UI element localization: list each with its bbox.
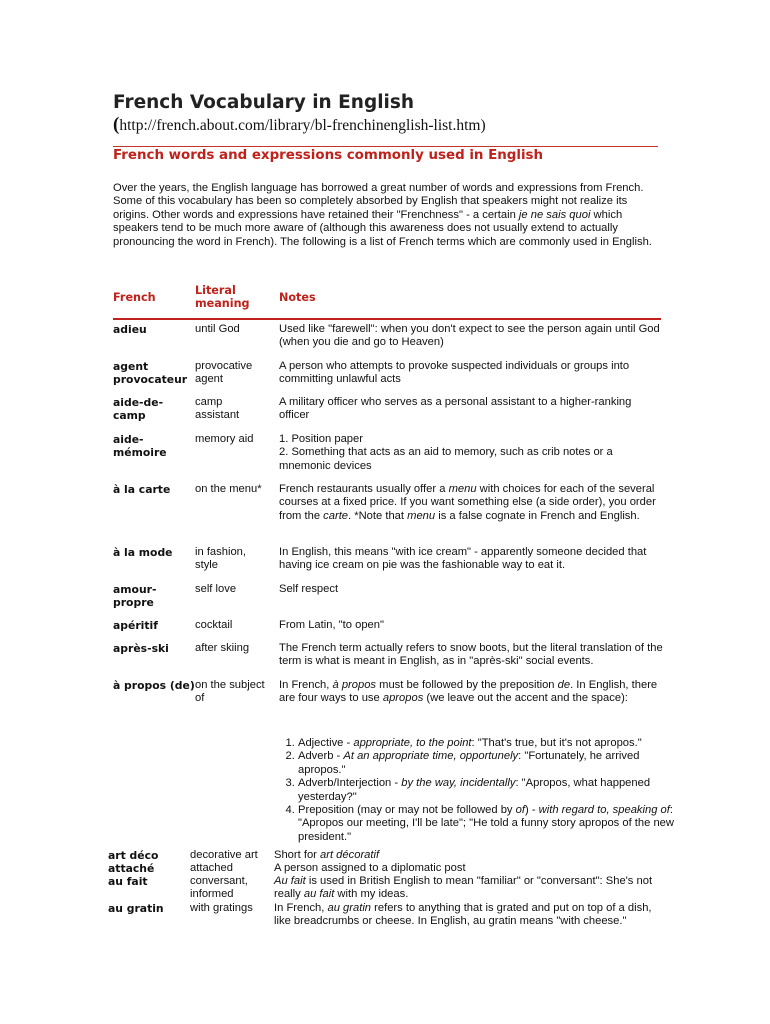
note-text: with choices for each of the several courses at a fixed price. If you want something else (a side order), you order from the bbox=[279, 483, 656, 522]
note-italic: à propos bbox=[332, 679, 377, 691]
term-apres-ski: après-ski bbox=[113, 642, 169, 655]
note-text: Short for bbox=[274, 849, 321, 861]
term-au-gratin: au gratin bbox=[108, 902, 164, 915]
use-italic: speaking of bbox=[612, 804, 670, 817]
use-italic: , bbox=[606, 804, 613, 817]
literal-line: provocative bbox=[195, 360, 253, 372]
literal-a-la-mode bbox=[195, 546, 246, 573]
literal-apres-ski: after skiing bbox=[195, 642, 250, 654]
header-rule bbox=[113, 318, 661, 320]
note-art-deco bbox=[274, 849, 664, 862]
page-title: French Vocabulary in English bbox=[113, 92, 415, 113]
literal-line: assistant bbox=[195, 409, 240, 422]
literal-aperitif: cocktail bbox=[195, 619, 233, 631]
term-art-deco: art déco bbox=[108, 849, 159, 862]
term-a-la-mode: à la mode bbox=[113, 546, 173, 559]
literal-line: conversant, bbox=[190, 875, 248, 887]
term-adieu: adieu bbox=[113, 323, 147, 336]
use-italic: incidentally bbox=[460, 777, 516, 790]
term-attache: attaché bbox=[108, 862, 155, 875]
literal-line: informed bbox=[190, 888, 234, 901]
term-line: aide- bbox=[113, 433, 144, 446]
term-aide-de-camp bbox=[113, 396, 163, 423]
term-agent-provocateur bbox=[113, 360, 187, 387]
note-text: (we leave out the accent and the space): bbox=[423, 692, 628, 705]
apropos-uses-list bbox=[279, 737, 683, 844]
term-a-la-carte: à la carte bbox=[113, 483, 171, 496]
literal-art-deco: decorative art bbox=[190, 849, 258, 861]
note-text: refers to anything that is grated and put on top of a dish, like breadcrumbs or cheese. In English, au gratin means "with cheese." bbox=[274, 902, 652, 928]
note-au-fait bbox=[274, 875, 664, 902]
header-literal-line1: Literal bbox=[195, 284, 236, 297]
term-aperitif: apéritif bbox=[113, 619, 158, 632]
use-italic: by the way bbox=[401, 777, 454, 790]
use-text: : "Apropos our meeting, I'll be late"; "He told a funny story apropos of the new president." bbox=[298, 804, 674, 843]
use-italic: with regard to bbox=[538, 804, 607, 817]
note-apres-ski: The French term actually refers to snow boots, but the literal translation of the term is what is meant in English, as in "après-ski" social events. bbox=[279, 642, 663, 668]
note-text: is a false cognate in French and English. bbox=[435, 509, 640, 522]
note-aide-memoire bbox=[279, 433, 664, 473]
term-line: propre bbox=[113, 596, 154, 610]
note-a-la-mode: In English, this means "with ice cream" - apparently someone decided that having ice cream on pie was the fashionable way to eat it. bbox=[279, 546, 647, 572]
use-text: Adjective - bbox=[298, 737, 354, 749]
note-agent-provocateur: A person who attempts to provoke suspected individuals or groups into committing unlawful acts bbox=[279, 360, 630, 386]
note-italic: de bbox=[557, 679, 571, 691]
use-italic: , bbox=[453, 777, 461, 790]
use-text: Adverb - bbox=[298, 750, 344, 763]
note-text: . In English, there are four ways to use bbox=[279, 679, 658, 705]
term-line: aide-de- bbox=[113, 396, 164, 409]
note-aperitif: From Latin, "to open" bbox=[279, 619, 384, 631]
list-item bbox=[298, 804, 683, 844]
literal-au-gratin: with gratings bbox=[190, 902, 253, 914]
use-text: : "Apropos, what happened yesterday?" bbox=[298, 777, 651, 803]
term-amour-propre bbox=[113, 583, 156, 610]
source-open-paren: ( bbox=[113, 114, 120, 135]
use-text: : "Fortunately, he arrived apropos." bbox=[298, 750, 640, 776]
term-a-propos: à propos (de) bbox=[113, 679, 195, 692]
literal-adieu: until God bbox=[195, 323, 240, 335]
use-text: ) - bbox=[524, 804, 539, 817]
use-italic: opportunely bbox=[459, 750, 519, 763]
literal-aide-de-camp bbox=[195, 396, 239, 423]
header-literal-line2: meaning bbox=[195, 297, 250, 310]
literal-line: agent bbox=[195, 373, 223, 386]
literal-line: camp bbox=[195, 396, 223, 408]
source-link[interactable]: http://french.about.com/library/bl-frenchinenglish-list.htm) bbox=[119, 117, 486, 134]
term-au-fait: au fait bbox=[108, 875, 148, 888]
note-aide-de-camp: A military officer who serves as a personal assistant to a higher-ranking officer bbox=[279, 396, 632, 422]
literal-agent-provocateur bbox=[195, 360, 252, 387]
intro-text-1: Over the years, the English language has borrowed a great number of words and expressions from French. Some of this vocabulary has been so completely absorbed by English that speakers might not realize its origins. Other words and expressions have retained their "Frenchness" - a certain bbox=[113, 182, 644, 221]
note-text: In French, bbox=[279, 679, 333, 691]
note-a-propos bbox=[279, 679, 664, 706]
note-italic: art décoratif bbox=[320, 849, 380, 861]
note-line: 2. Something that acts as an aid to memory, such as crib notes or a mnemonic devices bbox=[279, 446, 613, 472]
note-text: must be followed by the preposition bbox=[376, 679, 558, 691]
use-italic: , bbox=[453, 750, 460, 763]
header-french: French bbox=[113, 291, 156, 304]
header-literal bbox=[195, 284, 250, 310]
term-line: provocateur bbox=[113, 373, 188, 387]
note-text: In French, bbox=[274, 902, 328, 914]
note-italic: au gratin bbox=[327, 902, 372, 914]
section-heading: French words and expressions commonly used in English bbox=[113, 148, 544, 163]
use-italic: of bbox=[515, 804, 525, 817]
literal-line: style bbox=[195, 559, 219, 572]
note-line: 1. Position paper bbox=[279, 433, 363, 445]
use-text: Preposition (may or may not be followed by bbox=[298, 804, 516, 817]
literal-au-fait bbox=[190, 875, 248, 902]
term-line: amour- bbox=[113, 583, 157, 596]
note-adieu: Used like "farewell": when you don't expect to see the person again until God (when you die and go to Heaven) bbox=[279, 323, 660, 349]
literal-line: in fashion, bbox=[195, 546, 246, 558]
use-italic: appropriate bbox=[353, 737, 410, 749]
use-italic: At an appropriate time bbox=[343, 750, 454, 763]
list-item bbox=[298, 750, 683, 777]
literal-a-la-carte: on the menu* bbox=[195, 483, 262, 495]
intro-paragraph bbox=[113, 182, 658, 249]
list-item bbox=[298, 737, 683, 750]
use-italic: , bbox=[409, 737, 417, 749]
intro-italic: je ne sais quoi bbox=[518, 208, 591, 221]
use-text: : "That's true, but it's not apropos." bbox=[471, 737, 642, 749]
note-italic: carte bbox=[323, 509, 349, 522]
term-line: mémoire bbox=[113, 446, 167, 460]
term-line: agent bbox=[113, 360, 149, 373]
literal-amour-propre: self love bbox=[195, 583, 237, 595]
literal-aide-memoire: memory aid bbox=[195, 433, 254, 445]
note-attache: A person assigned to a diplomatic post bbox=[274, 862, 466, 874]
term-aide-memoire bbox=[113, 433, 167, 460]
literal-line: on the subject bbox=[195, 679, 265, 691]
literal-a-propos bbox=[195, 679, 265, 706]
use-text: Adverb/Interjection - bbox=[298, 777, 402, 790]
literal-attache: attached bbox=[190, 862, 233, 874]
note-text: French restaurants usually offer a bbox=[279, 483, 449, 495]
note-italic: apropos bbox=[382, 692, 424, 705]
note-text: is used in British English to mean "familiar" or "conversant": She's not really bbox=[274, 875, 653, 901]
note-italic: au fait bbox=[303, 888, 335, 901]
term-line: camp bbox=[113, 409, 146, 423]
list-item bbox=[298, 777, 683, 804]
header-notes: Notes bbox=[279, 291, 316, 304]
literal-line: of bbox=[195, 692, 205, 705]
use-italic: to the point bbox=[416, 737, 472, 749]
section-rule bbox=[113, 146, 658, 147]
note-italic: menu bbox=[448, 483, 477, 495]
note-italic: Au fait bbox=[274, 875, 306, 887]
note-au-gratin bbox=[274, 902, 664, 929]
intro-text-2: which speakers tend to be much more aware of (although this awareness does not usually extend to actually pronouncing the word in French). The following is a list of French terms which are commonly used in English. bbox=[113, 208, 652, 248]
source-url bbox=[113, 114, 486, 136]
note-italic: menu bbox=[407, 509, 436, 522]
note-text: . *Note that bbox=[348, 509, 408, 522]
note-text: with my ideas. bbox=[334, 888, 409, 901]
note-a-la-carte bbox=[279, 483, 664, 523]
note-amour-propre: Self respect bbox=[279, 583, 339, 595]
